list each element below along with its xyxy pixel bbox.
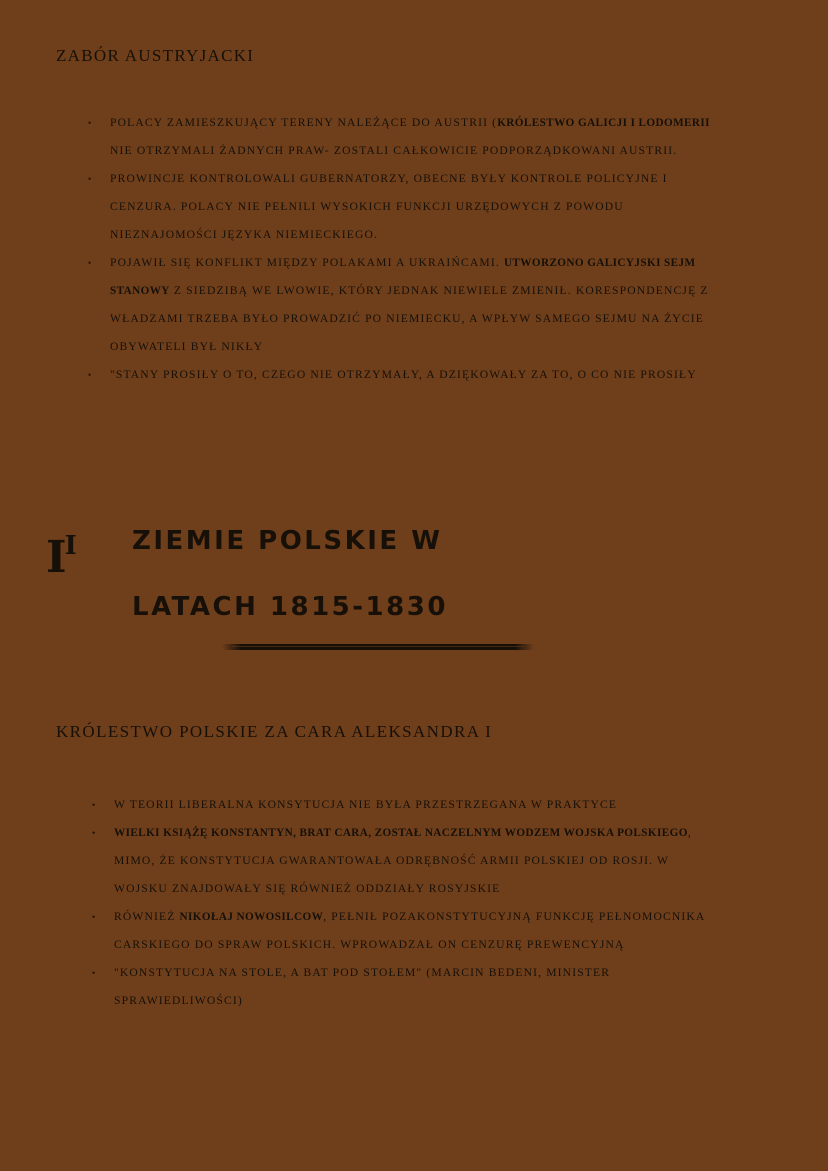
bullet-text: Z SIEDZIBĄ WE LWOWIE, KTÓRY JEDNAK NIEWIELE ZMIENIŁ. KORESPONDENCJĘ Z WŁADZAMI TRZEBA BYŁO PROWADZIĆ PO NIEMIECKU, A WPŁYW SAMEGO SEJMU NA ŻYCIE OBYWATELI BYŁ NIKŁY [110,284,709,353]
bullet-icon: • [88,174,93,184]
bullet-text: POJAWIŁ SIĘ KONFLIKT MIĘDZY POLAKAMI A UKRAIŃCAMI. [110,256,504,269]
bullet-list-kingdom-of-poland [92,791,710,1015]
bullet-text: , MIMO, ŻE KONSTYTUCJA GWARANTOWAŁA ODRĘBNOŚĆ ARMII POLSKIEJ OD ROSJI. W WOJSKU ZNAJDOWAŁY SIĘ RÓWNIEŻ ODDZIAŁY ROSYJSKIE [114,826,692,895]
section-heading-austrian-partition: ZABÓR AUSTRYJACKI [56,46,255,65]
chapter-title-line-1: ZIEMIE POLSKIE W [132,526,443,556]
list-item [88,361,730,389]
bullet-text-bold: NIKOŁAJ NOWOSILCOW [179,911,324,923]
section-heading-kingdom-of-poland: KRÓLESTWO POLSKIE ZA CARA ALEKSANDRA I [56,722,493,741]
bullet-icon: • [88,118,93,128]
chapter-number [46,531,79,583]
list-item [92,791,710,819]
list-item [88,165,730,249]
chapter-number-sup: I [64,531,77,561]
bullet-text: W TEORII LIBERALNA KONSYTUCJA NIE BYŁA PRZESTRZEGANA W PRAKTYCE [114,798,618,811]
brush-divider [222,644,534,650]
chapter-title [132,508,552,640]
list-item [88,249,730,361]
bullet-icon: • [92,968,97,978]
bullet-text: POLACY ZAMIESZKUJĄCY TERENY NALEŻĄCE DO AUSTRII ( [110,116,498,129]
bullet-list-austrian-partition [88,109,730,389]
bullet-icon: • [92,800,97,810]
bullet-text-bold: KRÓLESTWO GALICJI I LODOMERII [497,117,710,129]
list-item [92,959,710,1015]
bullet-icon: • [92,828,97,838]
list-item [92,819,710,903]
bullet-icon: • [88,258,93,268]
list-item [88,109,730,165]
bullet-text: "STANY PROSIŁY O TO, CZEGO NIE OTRZYMAŁY, A DZIĘKOWAŁY ZA TO, O CO NIE PROSIŁY [110,368,697,381]
list-item [92,903,710,959]
bullet-text: , PEŁNIŁ POZAKONSTYTUCYJNĄ FUNKCJĘ PEŁNOMOCNIKA CARSKIEGO DO SPRAW POLSKICH. WPROWADZAŁ ON CENZURĘ PREWENCYJNĄ [114,910,705,951]
chapter-number-main: I [46,532,67,583]
bullet-text-bold: UTWORZONO GALICYJSKI SEJM STANOWY [110,257,696,297]
bullet-text: NIE OTRZYMALI ŻADNYCH PRAW- ZOSTALI CAŁKOWICIE PODPORZĄDKOWANI AUSTRII. [110,144,678,157]
bullet-icon: • [92,912,97,922]
bullet-text-bold: WIELKI KSIĄŻĘ KONSTANTYN, BRAT CARA, ZOSTAŁ NACZELNYM WODZEM WOJSKA POLSKIEGO [114,827,688,839]
bullet-text: PROWINCJE KONTROLOWALI GUBERNATORZY, OBECNE BYŁY KONTROLE POLICYJNE I CENZURA. POLACY NIE PEŁNILI WYSOKICH FUNKCJI URZĘDOWYCH Z POWODU NIEZNAJOMOŚCI JĘZYKA NIEMIECKIEGO. [110,172,668,241]
chapter-title-line-2: LATACH 1815-1830 [132,592,448,622]
bullet-text: "KONSTYTUCJA NA STOLE, A BAT POD STOŁEM" (MARCIN BEDENI, MINISTER SPRAWIEDLIWOŚCI) [114,966,611,1007]
bullet-icon: • [88,370,93,380]
bullet-text: RÓWNIEŻ [114,910,180,923]
